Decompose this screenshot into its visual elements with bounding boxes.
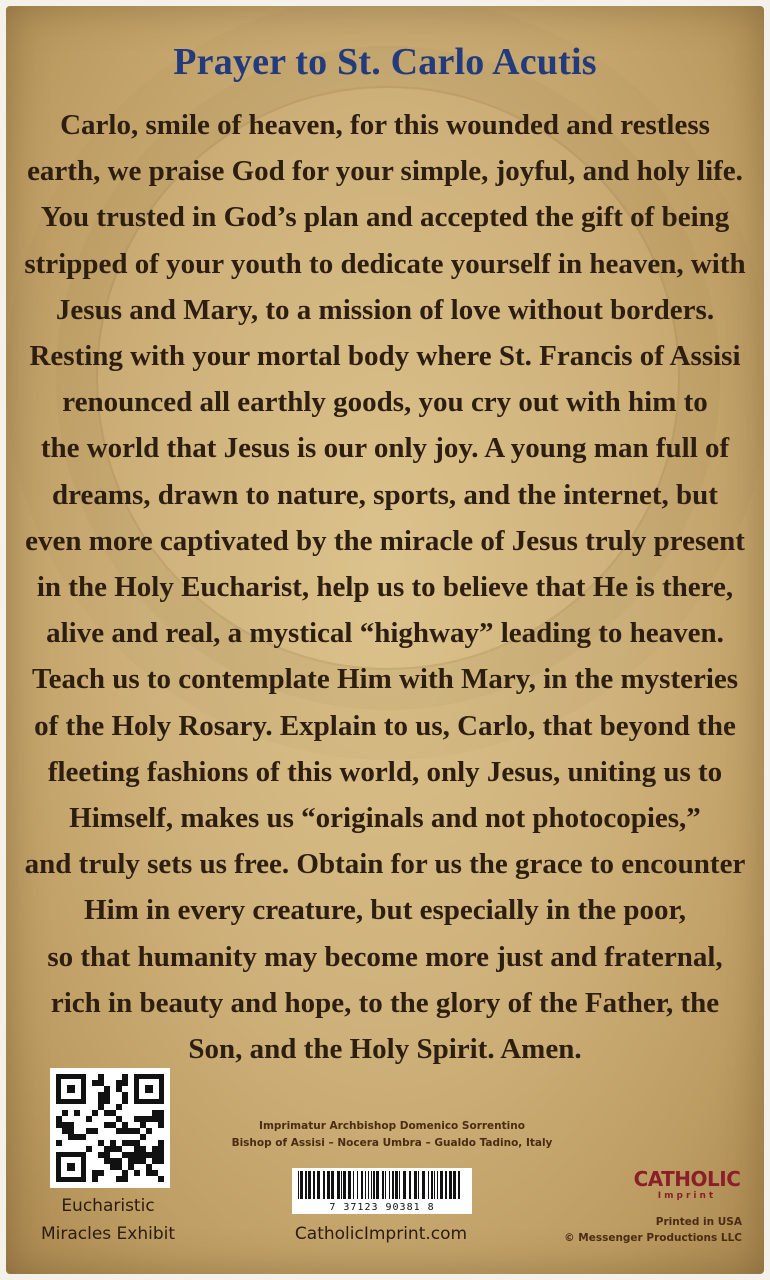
qr-finder-pattern — [134, 1074, 164, 1104]
barcode-bar — [353, 1171, 354, 1199]
qr-module — [122, 1080, 128, 1086]
qr-module — [56, 1140, 62, 1146]
prayer-text — [20, 102, 750, 1072]
logo-word: CATHOLIC — [633, 1167, 741, 1191]
prayer-line: and truly sets us free. Obtain for us the grace to encounter — [24, 848, 746, 881]
qr-module — [86, 1116, 92, 1122]
barcode-bar — [453, 1171, 456, 1199]
prayer-line: Son, and the Holy Spirit. Amen. — [188, 1033, 582, 1066]
barcode-bar — [376, 1171, 379, 1199]
qr-module — [104, 1098, 110, 1104]
qr-module — [92, 1110, 98, 1116]
barcode-bar — [361, 1171, 363, 1199]
barcode-bar — [385, 1171, 386, 1199]
qr-module — [62, 1110, 68, 1116]
qr-module — [146, 1128, 152, 1134]
prayer-line: renounced all earthly goods, you cry out with him to — [62, 386, 708, 419]
catholic-imprint-logo — [632, 1168, 742, 1202]
imprimatur — [192, 1118, 592, 1152]
copyright: © Messenger Productions LLC — [564, 1232, 742, 1244]
barcode-bar — [399, 1171, 400, 1199]
page-title: Prayer to St. Carlo Acutis — [173, 41, 597, 83]
barcode-bar — [403, 1171, 406, 1199]
barcode-bar — [437, 1171, 438, 1199]
qr-module — [122, 1098, 128, 1104]
barcode-bar — [357, 1171, 358, 1199]
prayer-line: dreams, drawn to nature, sports, and the internet, but — [52, 478, 718, 511]
qr-finder-pattern — [56, 1152, 86, 1182]
qr-module — [74, 1110, 80, 1116]
prayer-line: Carlo, smile of heaven, for this wounded and restless — [60, 109, 710, 141]
barcode-bar — [418, 1171, 419, 1199]
qr-module — [92, 1176, 98, 1182]
prayer-line: alive and real, a mystical “highway” leading to heaven. — [46, 617, 724, 650]
website-link[interactable]: CatholicImprint.com — [294, 1224, 468, 1244]
qr-module — [122, 1176, 128, 1182]
logo-sub: Imprint — [657, 1191, 717, 1201]
barcode-bar — [440, 1171, 443, 1199]
barcode-bar — [382, 1171, 384, 1199]
barcode-bar — [313, 1171, 315, 1199]
qr-module — [134, 1170, 140, 1176]
qr-module — [140, 1134, 146, 1140]
barcode-bar — [298, 1171, 299, 1199]
prayer-line: the world that Jesus is our only joy. A young man full of — [40, 432, 730, 465]
printed-in: Printed in USA — [655, 1216, 742, 1228]
barcode-bar — [300, 1171, 303, 1199]
prayer-line: earth, we praise God for your simple, joyful, and holy life. — [27, 155, 743, 188]
qr-caption-line: Miracles Exhibit — [40, 1224, 176, 1244]
barcode-bar — [323, 1171, 325, 1199]
barcode-bar — [458, 1171, 460, 1199]
prayer-line: of the Holy Rosary. Explain to us, Carlo, that beyond the — [34, 709, 736, 742]
qr-module — [80, 1134, 86, 1140]
prayer-line: stripped of your youth to dedicate yourself in heaven, with — [24, 247, 746, 280]
prayer-line: so that humanity may become more just and fraternal, — [47, 940, 723, 973]
barcode-bar — [317, 1171, 320, 1199]
qr-module — [92, 1128, 98, 1134]
prayer-line: fleeting fashions of this world, only Jesus, uniting us to — [47, 755, 723, 788]
barcode-bar — [343, 1171, 346, 1199]
qr-caption — [28, 1192, 188, 1248]
barcode-bar — [305, 1171, 307, 1199]
qr-finder-pattern — [56, 1074, 86, 1104]
prayer-line: Teach us to contemplate Him with Mary, in the mysteries — [31, 663, 739, 696]
qr-module — [158, 1122, 164, 1128]
prayer-line: rich in beauty and hope, to the glory of the Father, the — [50, 986, 720, 1019]
qr-module — [116, 1104, 122, 1110]
prayer-card — [6, 6, 764, 1274]
prayer-line: in the Holy Eucharist, help us to believe that He is there, — [36, 571, 734, 604]
prayer-line: even more captivated by the miracle of Jesus truly present — [25, 524, 745, 557]
barcode-bar — [341, 1171, 342, 1199]
barcode-bar — [371, 1171, 372, 1199]
barcode-bar — [368, 1171, 369, 1199]
imprimatur-line: Imprimatur Archbishop Domenico Sorrentino — [259, 1120, 525, 1132]
barcode-bar — [409, 1171, 411, 1199]
barcode-bar — [348, 1171, 351, 1199]
barcode-bar — [449, 1171, 452, 1199]
prayer-line: Him in every creature, but especially in the poor, — [84, 894, 686, 927]
barcode-bar — [392, 1171, 394, 1199]
barcode-bar — [373, 1171, 375, 1199]
barcode-bar — [395, 1171, 398, 1199]
qr-module — [158, 1176, 164, 1182]
qr-module — [86, 1146, 92, 1152]
barcode-bar — [389, 1171, 390, 1199]
qr-caption-line: Eucharistic — [61, 1196, 155, 1216]
prayer-line: You trusted in God’s plan and accepted the gift of being — [40, 201, 730, 234]
qr-module — [158, 1158, 164, 1164]
barcode-bar — [365, 1171, 366, 1199]
printer-info — [536, 1214, 742, 1246]
barcode-bar — [422, 1171, 425, 1199]
barcode-bar — [331, 1171, 334, 1199]
qr-module — [98, 1170, 104, 1176]
barcode-bar — [431, 1171, 433, 1199]
barcode-bar — [434, 1171, 435, 1199]
barcode-bar — [414, 1171, 417, 1199]
qr-code[interactable] — [50, 1068, 170, 1188]
prayer-line: Resting with your mortal body where St. Francis of Assisi — [29, 340, 741, 373]
barcode-bars — [298, 1171, 466, 1199]
barcode-bar — [445, 1171, 447, 1199]
barcode — [292, 1168, 472, 1214]
barcode-bar — [308, 1171, 311, 1199]
prayer-line: Himself, makes us “originals and not photocopies,” — [69, 802, 701, 835]
barcode-bar — [337, 1171, 340, 1199]
barcode-bar — [327, 1171, 330, 1199]
imprimatur-line: Bishop of Assisi – Nocera Umbra – Gualdo Tadino, Italy — [231, 1137, 553, 1149]
barcode-digits: 7 37123 90381 8 — [329, 1202, 435, 1213]
barcode-bar — [428, 1171, 429, 1199]
prayer-line: Jesus and Mary, to a mission of love without borders. — [55, 293, 715, 326]
